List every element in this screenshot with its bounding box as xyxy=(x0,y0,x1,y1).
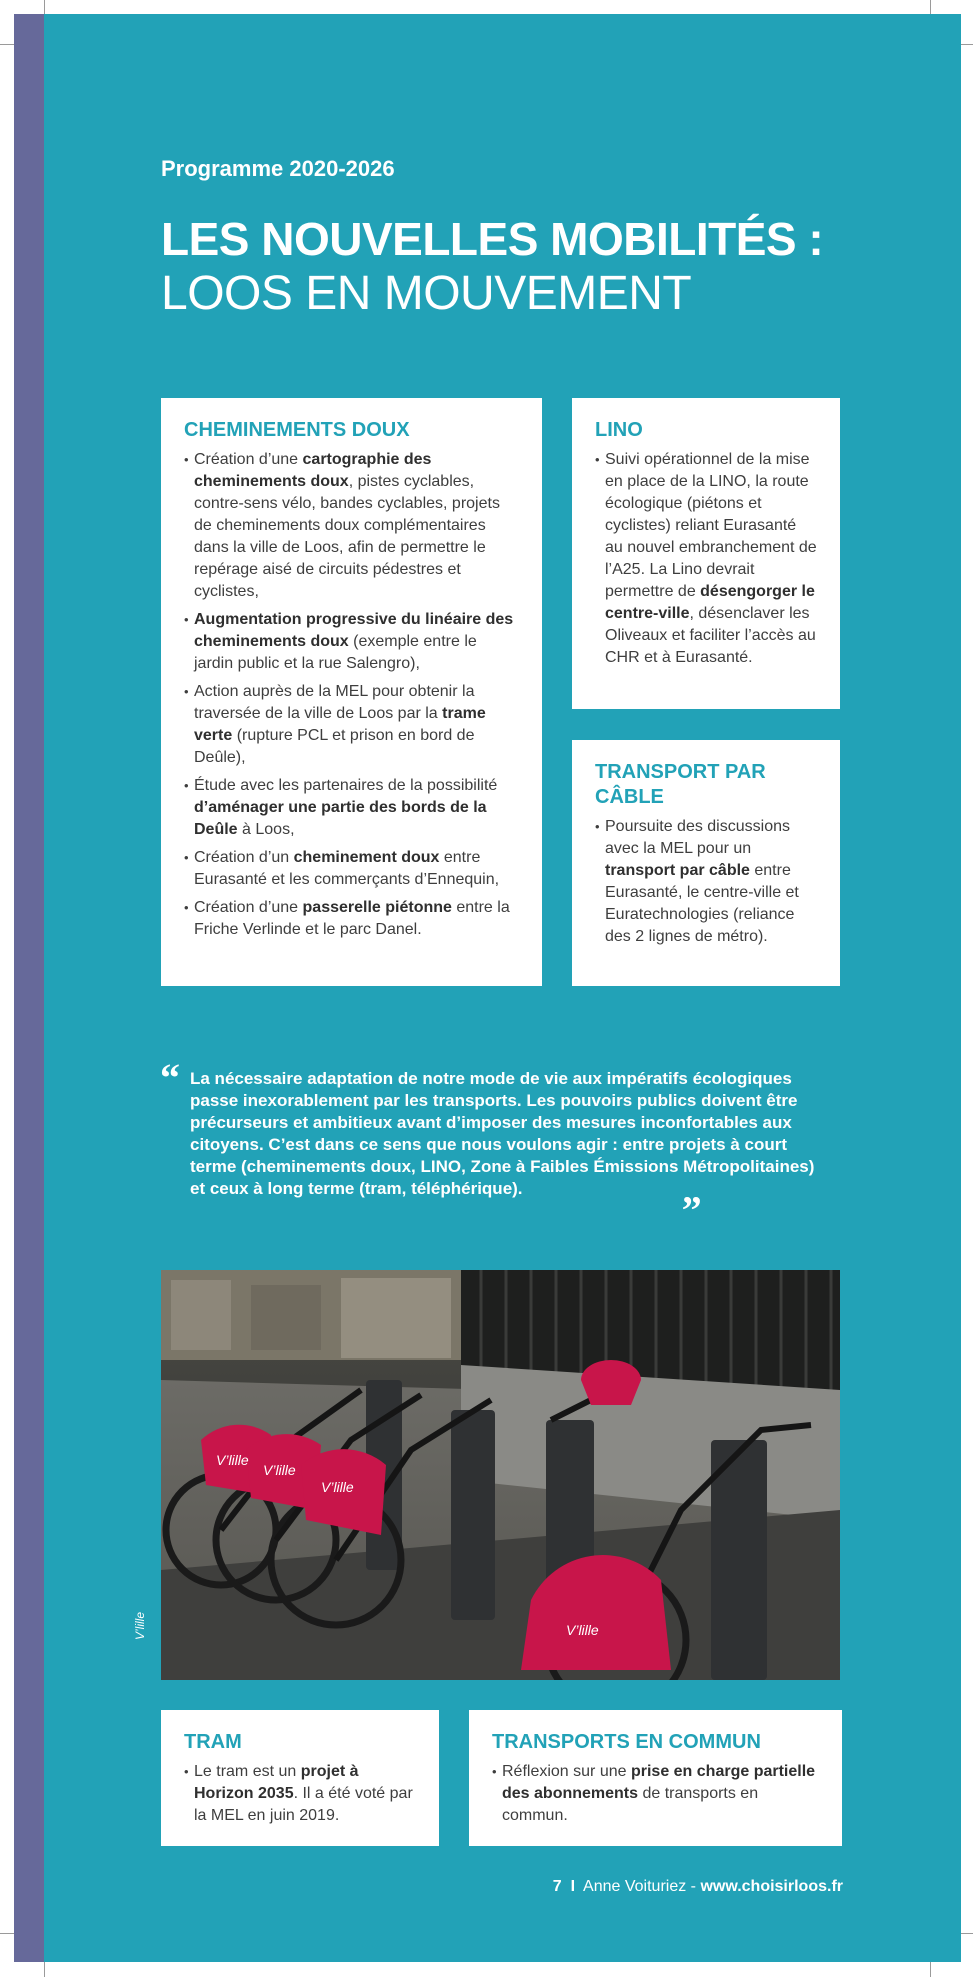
text-run: (exemple entre le jardin public et la rue Salengro), xyxy=(194,633,477,672)
side-stripe xyxy=(14,14,44,1962)
bold-text: projet à Horizon 2035 xyxy=(194,1763,359,1802)
bullet-item xyxy=(184,449,520,603)
bold-text: trame verte xyxy=(194,705,486,744)
text-run: Création d’une xyxy=(194,899,303,916)
bullet-item xyxy=(184,847,520,891)
card-transport-par-cable xyxy=(572,740,840,986)
footer-separator: I xyxy=(570,1878,576,1895)
card-cheminements-doux xyxy=(161,398,542,986)
text-run: , désenclaver les Oliveaux et faciliter l’accès au CHR et à Eurasanté. xyxy=(605,605,816,666)
card-title: TRANSPORTS EN COMMUN xyxy=(492,1731,761,1753)
pull-quote: La nécessaire adaptation de notre mode de vie aux impératifs écologiques passe inexorablement par les transports. Les pouvoirs publics doivent être précurseurs et ambitieux avant d’imposer des mesures inconfortables aux citoyens. C’est dans ce sens que nous voulons agir : entre projets à court terme (cheminements doux, LINO, Zone à Faibles Émissions Métropolitaines) et ceux à long terme (tram, téléphérique). xyxy=(190,1069,815,1198)
bullet-list xyxy=(492,1761,820,1827)
bold-text: passerelle piétonne xyxy=(302,899,452,916)
programme-kicker: Programme 2020-2026 xyxy=(161,156,395,181)
text-run: Création d’une xyxy=(194,451,303,468)
bullet-item xyxy=(184,897,520,941)
bullet-item xyxy=(184,609,520,675)
close-quote-mark: „ xyxy=(682,1167,702,1212)
bullet-item xyxy=(595,816,818,948)
card-title: TRAM xyxy=(184,1731,242,1753)
bold-text: d’aménager une partie des bords de la Deûle xyxy=(194,799,487,838)
text-run: Le tram est un xyxy=(194,1763,301,1780)
card-title: CHEMINEMENTS DOUX xyxy=(184,419,410,441)
text-run: Création d’un xyxy=(194,849,294,866)
text-run: Suivi opérationnel de la mise en place de la LINO, la route écologique (piétons et cyclistes) reliant Eurasanté au nouvel embranchement de l’A25. La Lino devrait permettre de xyxy=(605,451,817,600)
bullet-item xyxy=(184,775,520,841)
footer-author: Anne Voituriez - xyxy=(583,1878,701,1895)
text-run: , pistes cyclables, contre-sens vélo, bandes cyclables, projets de cheminements doux complémentaires dans la ville de Loos, afin de permettre le repérage aisé de circuits pédestres et cyclistes, xyxy=(194,473,500,600)
bullet-item xyxy=(184,1761,417,1827)
bold-text: cheminement doux xyxy=(293,849,440,866)
footer-url[interactable]: www.choisirloos.fr xyxy=(700,1878,843,1895)
vlille-bike-station-photo xyxy=(161,1270,840,1680)
text-run: . Il a été voté par la MEL en juin 2019. xyxy=(194,1785,413,1824)
text-run: à Loos, xyxy=(237,821,295,838)
photo-credit: V’lille xyxy=(133,1611,147,1640)
bullet-list xyxy=(184,449,520,941)
bold-text: désengorger le centre-ville xyxy=(605,583,815,622)
page-footer xyxy=(553,1878,843,1896)
bike-logo-text: V’lille xyxy=(263,1462,296,1478)
bold-text: cartographie des cheminements doux xyxy=(194,451,432,490)
text-run: Réflexion sur une xyxy=(502,1763,631,1780)
text-run: de transports en commun. xyxy=(502,1785,759,1824)
text-run: entre la Friche Verlinde et le parc Danel. xyxy=(194,899,510,938)
bold-text: prise en charge partielle des abonnements xyxy=(502,1763,816,1802)
text-run: (rupture PCL et prison en bord de Deûle), xyxy=(194,727,475,766)
card-transports-en-commun xyxy=(469,1710,842,1846)
bold-text: Augmentation progressive du linéaire des cheminements doux xyxy=(194,611,514,650)
bullet-list xyxy=(184,1761,417,1827)
bullet-item xyxy=(492,1761,820,1827)
text-run: Poursuite des discussions avec la MEL pour un xyxy=(605,818,790,857)
card-title: LINO xyxy=(595,419,643,441)
open-quote-mark: “ xyxy=(160,1055,180,1100)
bullet-item xyxy=(595,449,818,669)
card-lino xyxy=(572,398,840,709)
text-run: Étude avec les partenaires de la possibilité xyxy=(194,777,498,794)
bike-logo-text: V’lille xyxy=(566,1622,599,1638)
page-title: LES NOUVELLES MOBILITÉS : xyxy=(161,213,824,265)
page-subtitle: LOOS EN MOUVEMENT xyxy=(161,267,692,320)
bike-logo-text: V’lille xyxy=(216,1452,249,1468)
text-run: entre Eurasanté, le centre-ville et Euratechnologies (reliance des 2 lignes de métro). xyxy=(605,862,799,945)
bold-text: transport par câble xyxy=(605,862,750,879)
bullet-list xyxy=(595,816,818,948)
card-tram xyxy=(161,1710,439,1846)
card-title: TRANSPORT PAR CÂBLE xyxy=(595,761,766,808)
text-run: entre Eurasanté et les commerçants d’Ennequin, xyxy=(194,849,500,888)
page-number: 7 xyxy=(552,1878,562,1895)
bullet-list xyxy=(595,449,818,669)
text-run: Action auprès de la MEL pour obtenir la traversée de la ville de Loos par la xyxy=(194,683,475,722)
bike-logo-text: V’lille xyxy=(321,1479,354,1495)
bullet-item xyxy=(184,681,520,769)
